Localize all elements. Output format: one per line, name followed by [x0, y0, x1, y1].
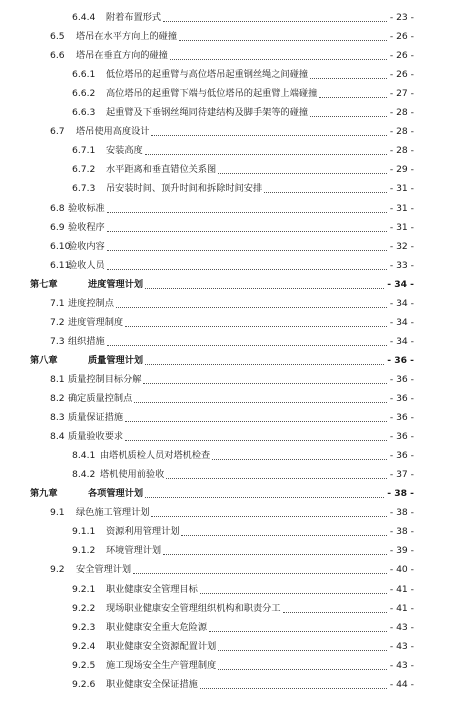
- toc-entry[interactable]: [0, 637, 450, 656]
- toc-entry-number: 6.7.2: [72, 164, 96, 176]
- toc-page-number: - 37 -: [389, 469, 414, 481]
- toc-leader-dots: [125, 313, 387, 327]
- toc-leader-dots: [200, 580, 387, 594]
- toc-page-number: - 38 -: [389, 526, 414, 538]
- toc-entry-number: 6.7.3: [72, 183, 96, 195]
- toc-entry[interactable]: [0, 103, 450, 122]
- toc-page-number: - 41 -: [389, 602, 414, 614]
- toc-chapter-entry[interactable]: [0, 351, 450, 370]
- toc-entry-title: 组织措施: [68, 335, 105, 347]
- toc-entry[interactable]: [0, 65, 450, 84]
- toc-chapter-entry[interactable]: [0, 275, 450, 294]
- toc-entry-number: 8.4: [50, 431, 65, 443]
- toc-page-number: - 28 -: [389, 107, 414, 119]
- toc-entry-title: 职业健康安全保证措施: [106, 678, 198, 690]
- toc-leader-dots: [145, 484, 384, 498]
- toc-entry-number: 6.6.1: [72, 69, 96, 81]
- toc-page-number: - 34 -: [389, 335, 414, 347]
- toc-entry-title: 验收标准: [68, 202, 105, 214]
- toc-entry[interactable]: [0, 599, 450, 618]
- toc-entry-number: 9.2.5: [72, 659, 96, 671]
- toc-entry[interactable]: [0, 618, 450, 637]
- toc-entry[interactable]: [0, 389, 450, 408]
- toc-entry-title: 水平距离和垂直错位关系图: [106, 164, 217, 176]
- toc-leader-dots: [107, 256, 387, 270]
- toc-page-number: - 36 -: [389, 450, 414, 462]
- toc-entry-title: 验收内容: [68, 240, 105, 252]
- toc-entry[interactable]: [0, 199, 450, 218]
- toc-page-number: - 36 -: [389, 431, 414, 443]
- toc-entry-number: 9.1.1: [72, 526, 96, 538]
- toc-entry-number: 8.4.2: [72, 469, 96, 481]
- toc-leader-dots: [166, 465, 387, 479]
- toc-entry-number: 9.2.4: [72, 640, 96, 652]
- toc-entry-title: 吊安装时间、顶升时间和拆除时间安排: [106, 183, 263, 195]
- toc-page-number: - 27 -: [389, 88, 414, 100]
- toc-entry[interactable]: [0, 427, 450, 446]
- toc-entry-number: 7.1: [50, 297, 65, 309]
- toc-entry-title: 职业健康安全管理目标: [106, 583, 198, 595]
- toc-entry[interactable]: [0, 408, 450, 427]
- toc-leader-dots: [212, 446, 387, 460]
- toc-page-number: - 40 -: [389, 564, 414, 576]
- toc-entry-number: 6.7.1: [72, 145, 96, 157]
- toc-entry-number: 6.11: [50, 259, 71, 271]
- toc-entry-number: 第九章: [30, 488, 58, 500]
- toc-leader-dots: [200, 675, 387, 689]
- toc-entry-number: 8.3: [50, 412, 65, 424]
- toc-entry-title: 质量验收要求: [68, 431, 124, 443]
- toc-entry-title: 确定质量控制点: [68, 393, 133, 404]
- toc-entry[interactable]: [0, 179, 450, 198]
- toc-entry[interactable]: [0, 122, 450, 141]
- toc-entry-number: 6.6.2: [72, 88, 96, 100]
- toc-entry-title: 塔吊在水平方向上的碰撞: [76, 31, 178, 43]
- toc-entry-number: 第七章: [30, 278, 58, 290]
- toc-entry-title: 验收程序: [68, 221, 105, 233]
- toc-entry-number: 6.10: [50, 240, 71, 252]
- toc-leader-dots: [125, 408, 387, 422]
- toc-entry[interactable]: [0, 370, 450, 389]
- toc-entry-title: 验收人员: [68, 259, 105, 271]
- toc-leader-dots: [107, 218, 387, 232]
- toc-entry-title: 由塔机质检人员对塔机检查: [100, 450, 211, 462]
- toc-entry[interactable]: [0, 160, 450, 179]
- toc-entry-title: 进度控制点: [68, 297, 114, 309]
- toc-leader-dots: [209, 618, 387, 632]
- toc-page-number: - 31 -: [389, 183, 414, 195]
- toc-entry-number: 9.2: [50, 564, 65, 576]
- toc-entry[interactable]: [0, 522, 450, 541]
- toc-leader-dots: [133, 560, 387, 574]
- toc-page-number: - 44 -: [389, 678, 414, 690]
- toc-entry-title: 塔机使用前验收: [100, 469, 165, 481]
- toc-page-number: - 31 -: [389, 221, 414, 233]
- toc-entry[interactable]: [0, 560, 450, 579]
- toc-page-number: - 34 -: [387, 278, 414, 290]
- toc-entry-title: 安全管理计划: [76, 564, 132, 576]
- toc-entry-title: 绿色施工管理计划: [76, 507, 150, 519]
- toc-leader-dots: [218, 637, 387, 651]
- toc-leader-dots: [264, 179, 387, 193]
- toc-entry-title: 职业健康安全资源配置计划: [106, 640, 217, 652]
- toc-entry-title: 附着布置形式: [106, 12, 162, 23]
- toc-entry[interactable]: [0, 46, 450, 65]
- toc-entry-number: 6.9: [50, 221, 65, 233]
- toc-page-number: - 29 -: [389, 164, 414, 176]
- toc-entry[interactable]: [0, 541, 450, 560]
- toc-entry-title: 现场职业健康安全管理组织机构和职责分工: [106, 602, 281, 614]
- toc-page-number: - 26 -: [389, 69, 414, 81]
- toc-entry-number: 8.1: [50, 373, 65, 385]
- toc-leader-dots: [116, 294, 387, 308]
- toc-entry-title: 塔吊在垂直方向的碰撞: [76, 50, 168, 62]
- toc-page-number: - 43 -: [389, 621, 414, 633]
- toc-entry-title: 职业健康安全重大危险源: [106, 621, 208, 633]
- toc-entry-title: 各项管理计划: [88, 488, 144, 500]
- toc-entry[interactable]: [0, 656, 450, 675]
- toc-page-number: - 32 -: [389, 240, 414, 252]
- toc-page-number: - 26 -: [389, 31, 414, 43]
- toc-entry-number: 6.6.3: [72, 107, 96, 119]
- toc-page-number: - 43 -: [389, 640, 414, 652]
- toc-entry-number: 9.2.6: [72, 678, 96, 690]
- toc-entry[interactable]: [0, 580, 450, 599]
- toc-leader-dots: [134, 389, 387, 403]
- toc-entry-number: 6.6: [50, 50, 65, 62]
- toc-leader-dots: [143, 370, 386, 384]
- toc-leader-dots: [319, 84, 387, 98]
- toc-entry-title: 进度管理制度: [68, 316, 124, 328]
- toc-entry[interactable]: [0, 218, 450, 237]
- toc-entry-number: 6.5: [50, 31, 65, 43]
- toc-entry-number: 6.4.4: [72, 12, 96, 23]
- toc-entry-number: 9.2.3: [72, 621, 96, 633]
- toc-entry-title: 进度管理计划: [88, 278, 144, 290]
- toc-entry-title: 塔吊使用高度设计: [76, 126, 150, 138]
- toc-entry-number: 6.7: [50, 126, 65, 138]
- toc-leader-dots: [218, 160, 387, 174]
- toc-entry[interactable]: [0, 256, 450, 275]
- toc-leader-dots: [145, 141, 387, 155]
- toc-entry-title: 低位塔吊的起重臂与高位塔吊起重钢丝绳之间碰撞: [106, 69, 309, 81]
- toc-page-number: - 26 -: [389, 50, 414, 62]
- toc-entry-title: 安装高度: [106, 145, 143, 157]
- toc-leader-dots: [310, 65, 387, 79]
- toc-page-number: - 41 -: [389, 583, 414, 595]
- toc-entry-number: 6.8: [50, 202, 65, 214]
- toc-page-number: - 36 -: [389, 373, 414, 385]
- toc-entry-number: 9.2.1: [72, 583, 96, 595]
- toc-leader-dots: [145, 275, 384, 289]
- toc-leader-dots: [310, 103, 387, 117]
- toc-page-number: - 36 -: [389, 393, 414, 404]
- toc-leader-dots: [107, 237, 387, 251]
- toc-entry[interactable]: [0, 465, 450, 484]
- toc-page-number: - 28 -: [389, 126, 414, 138]
- toc-entry-number: 第八章: [30, 354, 58, 366]
- toc-leader-dots: [163, 8, 387, 22]
- toc-page-number: - 43 -: [389, 659, 414, 671]
- toc-page-number: - 36 -: [387, 354, 414, 366]
- toc-entry[interactable]: [0, 8, 450, 27]
- toc-entry-title: 资源利用管理计划: [106, 526, 180, 538]
- toc-entry-number: 7.3: [50, 335, 65, 347]
- toc-chapter-entry[interactable]: [0, 484, 450, 503]
- toc-entry[interactable]: [0, 313, 450, 332]
- toc-page-number: - 33 -: [389, 259, 414, 271]
- toc-entry-title: 高位塔吊的起重臂下端与低位塔吊的起重臂上端碰撞: [106, 88, 318, 100]
- toc-entry-number: 8.2: [50, 393, 65, 404]
- toc-entry[interactable]: [0, 675, 450, 694]
- toc-leader-dots: [151, 503, 386, 517]
- toc-entry[interactable]: [0, 237, 450, 256]
- toc-entry[interactable]: [0, 332, 450, 351]
- toc-entry-number: 8.4.1: [72, 450, 96, 462]
- toc-page-number: - 34 -: [389, 316, 414, 328]
- toc-page-number: - 34 -: [389, 297, 414, 309]
- toc-leader-dots: [125, 427, 387, 441]
- toc-entry[interactable]: [0, 84, 450, 103]
- toc-leader-dots: [107, 332, 387, 346]
- toc-page-number: - 39 -: [389, 545, 414, 557]
- toc-entry-number: 9.2.2: [72, 602, 96, 614]
- toc-entry-title: 质量管理计划: [88, 354, 144, 366]
- toc-page-number: - 38 -: [387, 488, 414, 500]
- toc-leader-dots: [283, 599, 387, 613]
- toc-leader-dots: [218, 656, 387, 670]
- toc-entry-number: 7.2: [50, 316, 65, 328]
- toc-entry-title: 质量保证措施: [68, 412, 124, 424]
- toc-page-number: - 38 -: [389, 507, 414, 519]
- toc-entry[interactable]: [0, 141, 450, 160]
- toc-entry-title: 质量控制目标分解: [68, 373, 142, 385]
- toc-entry-number: 9.1: [50, 507, 65, 519]
- toc-leader-dots: [181, 522, 386, 536]
- toc-entry[interactable]: [0, 446, 450, 465]
- toc-entry[interactable]: [0, 27, 450, 46]
- toc-page-number: - 31 -: [389, 202, 414, 214]
- toc-entry-title: 起重臂及下垂钢丝绳同待建结构及脚手架等的碰撞: [106, 107, 309, 119]
- toc-leader-dots: [170, 46, 387, 60]
- toc-page-number: - 36 -: [389, 412, 414, 424]
- toc-entry-title: 施工现场安全生产管理制度: [106, 659, 217, 671]
- toc-entry-title: 环境管理计划: [106, 545, 162, 557]
- toc-leader-dots: [179, 27, 387, 41]
- toc-leader-dots: [145, 351, 384, 365]
- toc-page-number: - 23 -: [389, 12, 414, 23]
- toc-entry[interactable]: [0, 294, 450, 313]
- toc-leader-dots: [107, 199, 387, 213]
- toc-page-number: - 28 -: [389, 145, 414, 157]
- toc-entry[interactable]: [0, 503, 450, 522]
- toc-leader-dots: [163, 541, 387, 555]
- toc-entry-number: 9.1.2: [72, 545, 96, 557]
- toc-leader-dots: [151, 122, 386, 136]
